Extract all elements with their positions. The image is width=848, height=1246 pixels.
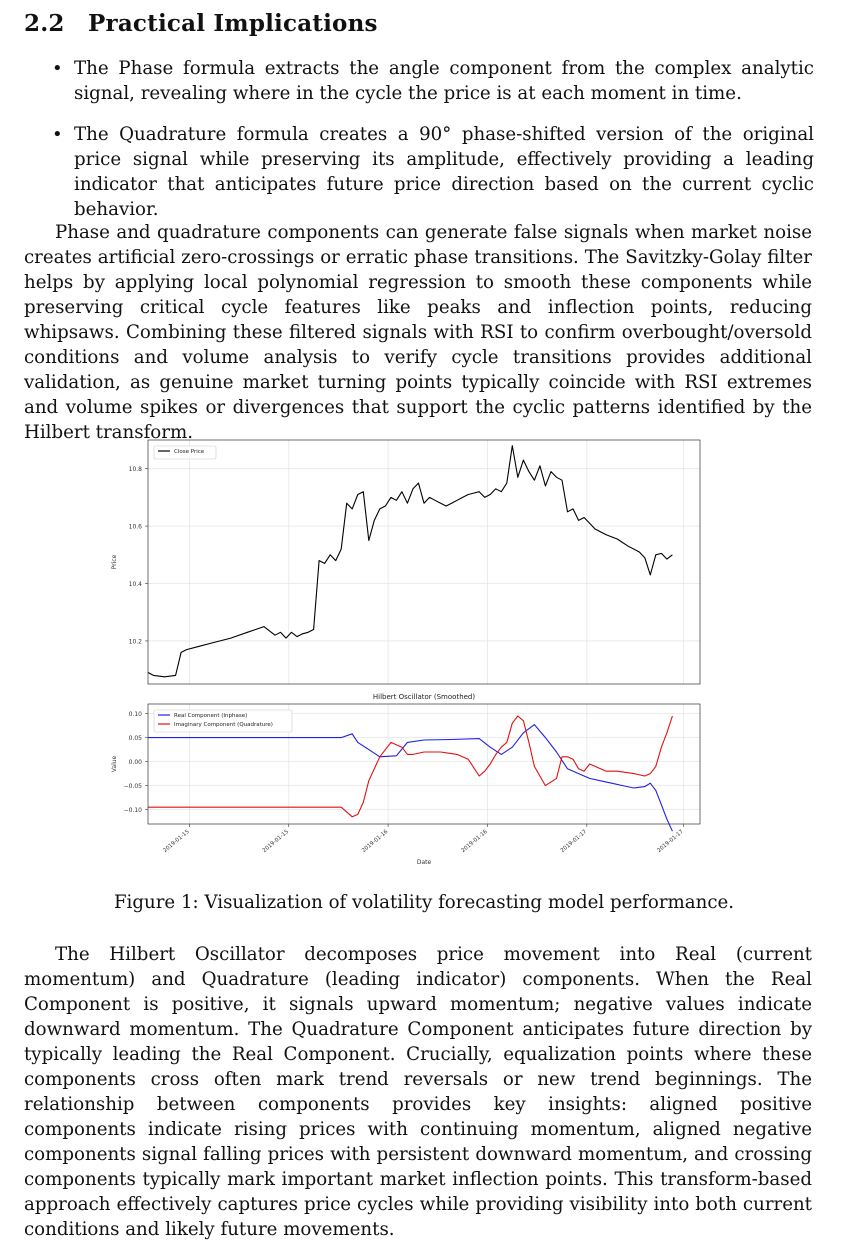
figure-chart — [104, 432, 724, 880]
body-paragraph: The Hilbert Oscillator decomposes price movement into Real (current momentum) and Quadrature (leading indicator) components. When the Real Component is positive, it signals upward momentum; negative values indicate downward momentum. The Quadrature Component anticipates future direction by typically leading the Real Component. Crucially, equalization points where these components cross often mark trend reversals or new trend beginnings. The relationship between components provides key insights: aligned positive components indicate rising prices with continuing momentum, aligned negative components signal falling prices with persistent downward momentum, and crossing components typically mark important market inflection points. This transform-based approach effectively captures price cycles while providing visibility into both current conditions and likely future movements. — [24, 944, 812, 1240]
bullet-text: The Quadrature formula creates a 90° phase-shifted version of the original price signal while preserving its amplitude, effectively providing a leading indicator that anticipates future price direction based on the current cyclic behavior. — [74, 124, 814, 220]
y-tick-label: 0.10 — [128, 711, 142, 719]
series-line — [148, 725, 672, 832]
y-tick-label: 0.00 — [128, 759, 142, 767]
y-axis-label: Price — [111, 554, 118, 570]
plot-frame — [148, 440, 700, 684]
chart-title: Hilbert Oscillator (Smoothed) — [372, 693, 476, 701]
section-title: Practical Implications — [88, 10, 378, 37]
x-tick-label: 2019-01-15 — [261, 828, 291, 855]
bullet-dot-icon: • — [52, 58, 63, 79]
legend-label: Real Component (Inphase) — [174, 713, 248, 719]
legend-label: Imaginary Component (Quadrature) — [174, 722, 273, 728]
figure — [104, 432, 724, 880]
bullet-list — [52, 56, 814, 238]
section-number: 2.2 — [24, 10, 65, 37]
x-tick-label: 2019-01-17 — [559, 828, 589, 855]
bullet-text: The Phase formula extracts the angle component from the complex analytic signal, revealing where in the cycle the price is at each moment in time. — [74, 58, 814, 104]
y-tick-label: 0.05 — [128, 735, 142, 743]
x-tick-label: 2019-01-16 — [460, 828, 489, 855]
x-tick-label: 2019-01-17 — [656, 828, 685, 855]
x-tick-label: 2019-01-15 — [162, 828, 191, 855]
legend-label: Close Price — [174, 449, 205, 455]
y-tick-label: 10.8 — [128, 466, 142, 474]
bullet-item — [52, 122, 814, 222]
y-tick-label: 10.6 — [128, 523, 142, 531]
y-tick-label: −0.10 — [123, 807, 142, 815]
x-axis-label: Date — [416, 859, 432, 866]
y-axis-label: Value — [111, 755, 118, 773]
figure-caption: Figure 1: Visualization of volatility forecasting model performance. — [113, 892, 735, 913]
series-line — [148, 446, 672, 677]
y-tick-label: 10.2 — [128, 638, 142, 646]
body-paragraph: Phase and quadrature components can generate false signals when market noise creates artificial zero-crossings or erratic phase transitions. The Savitzky-Golay filter helps by applying local polynomial regression to smooth these components while preserving critical cycle features like peaks and inflection points, reducing whipsaws. Combining these filtered signals with RSI to confirm overbought/oversold conditions and volume analysis to verify cycle transitions provides additional validation, as genuine market turning points typically coincide with RSI extremes and volume spikes or divergences that support the cyclic patterns identified by the Hilbert transform. — [24, 222, 812, 443]
bullet-dot-icon: • — [52, 124, 63, 145]
y-tick-label: 10.4 — [128, 581, 142, 589]
bullet-item — [52, 56, 814, 106]
y-tick-label: −0.05 — [123, 783, 142, 791]
x-tick-label: 2019-01-16 — [361, 828, 390, 855]
section-heading — [24, 10, 378, 37]
